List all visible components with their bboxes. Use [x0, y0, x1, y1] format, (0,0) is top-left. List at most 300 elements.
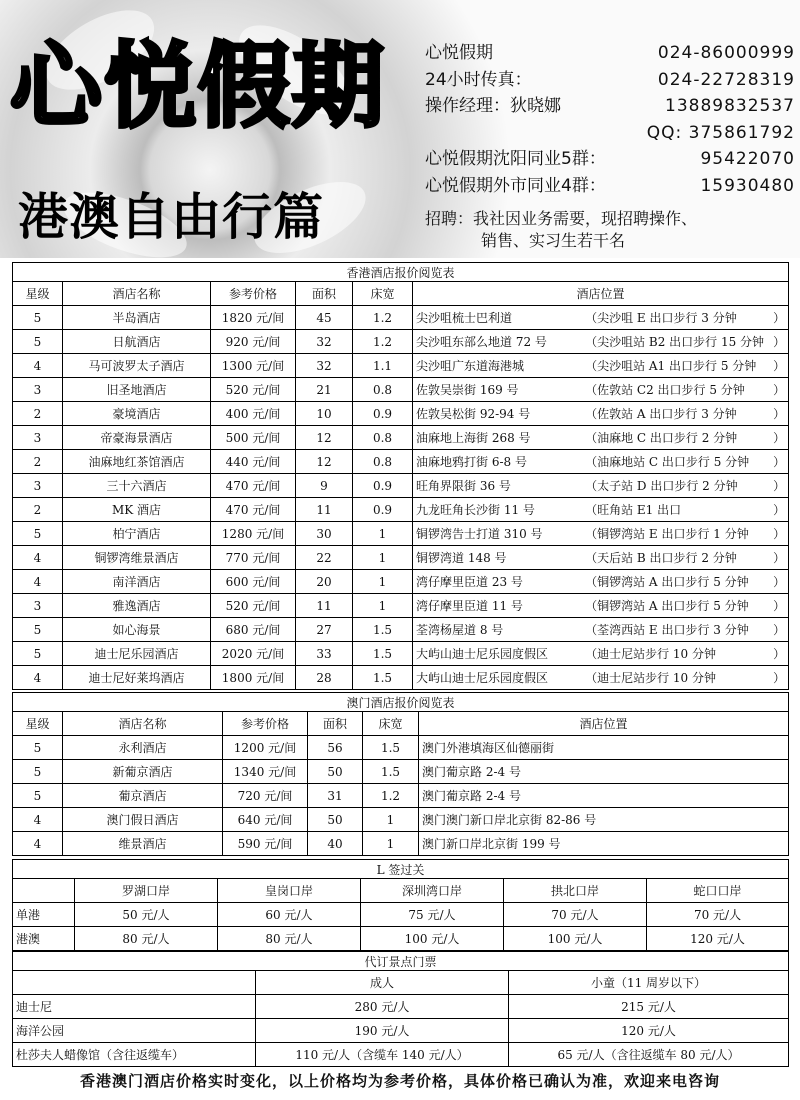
location-cell — [413, 522, 789, 546]
transit-wrap — [585, 549, 785, 566]
contact-row — [425, 120, 795, 147]
column-header: 酒店名称 — [63, 282, 211, 306]
contact-row — [425, 146, 795, 173]
contact-value: 95422070 — [700, 149, 795, 169]
contact-row — [425, 173, 795, 200]
column-header: 深圳湾口岸 — [361, 879, 504, 903]
table-cell: 56 — [308, 736, 363, 760]
table-cell: 0.9 — [353, 402, 413, 426]
table-cell: 20 — [296, 570, 353, 594]
table-row — [13, 784, 789, 808]
table-cell: 9 — [296, 474, 353, 498]
table-cell: 440 元/间 — [211, 450, 296, 474]
transit-wrap — [585, 645, 785, 662]
transit-close: ） — [773, 479, 786, 493]
table-title: 代订景点门票 — [13, 952, 789, 971]
table-row — [13, 736, 789, 760]
table-row — [13, 808, 789, 832]
table-title-row — [13, 952, 789, 971]
transit-close: ） — [773, 383, 786, 397]
table-cell: 11 — [296, 594, 353, 618]
table-header-row — [13, 282, 789, 306]
table-cell: 1.5 — [353, 618, 413, 642]
table-cell: 1 — [363, 832, 419, 856]
address: 湾仔摩里臣道 23 号 — [416, 575, 523, 589]
table-cell: 10 — [296, 402, 353, 426]
transit-wrap — [585, 357, 785, 374]
table-cell: 190 元/人 — [256, 1019, 509, 1043]
table-title-row — [13, 693, 789, 712]
table-cell: 澳门葡京路 2-4 号 — [419, 760, 789, 784]
column-header: 罗湖口岸 — [75, 879, 218, 903]
table-cell: 4 — [13, 808, 63, 832]
table-cell: 杜莎夫人蜡像馆（含往返缆车） — [13, 1043, 256, 1067]
table-cell: 永利酒店 — [63, 736, 223, 760]
transit-wrap — [585, 669, 785, 686]
column-header: 面积 — [308, 712, 363, 736]
table-cell: 280 元/人 — [256, 995, 509, 1019]
column-header: 酒店名称 — [63, 712, 223, 736]
table-cell: 5 — [13, 306, 63, 330]
table-title: L 签过关 — [13, 860, 789, 879]
location-cell — [413, 546, 789, 570]
table-cell: 迪士尼乐园酒店 — [63, 642, 211, 666]
table-cell: 0.9 — [353, 498, 413, 522]
table-cell: 0.8 — [353, 426, 413, 450]
table-cell: 澳门澳门新口岸北京街 82-86 号 — [419, 808, 789, 832]
transit-note: （铜锣湾站 E 出口步行 1 分钟 — [585, 527, 749, 541]
column-header: 星级 — [13, 282, 63, 306]
transit-close: ） — [773, 311, 786, 325]
table-cell: 640 元/间 — [223, 808, 308, 832]
transit-note: （迪士尼站步行 10 分钟 — [585, 647, 716, 661]
table-cell: 720 元/间 — [223, 784, 308, 808]
footer-notice: 香港澳门酒店价格实时变化，以上价格均为参考价格，具体价格已确认为准，欢迎来电咨询 — [79, 1072, 720, 1090]
location-cell — [413, 426, 789, 450]
column-header: 皇岗口岸 — [218, 879, 361, 903]
brand-logo: 心悦假期 — [10, 32, 387, 140]
table-cell: 32 — [296, 354, 353, 378]
transit-close: ） — [773, 551, 786, 565]
table-cell: 单港 — [13, 903, 75, 927]
column-header: 床宽 — [353, 282, 413, 306]
transit-note: （太子站 D 出口步行 2 分钟 — [585, 479, 738, 493]
table-cell: 215 元/人 — [509, 995, 789, 1019]
table-cell: 520 元/间 — [211, 378, 296, 402]
table-cell: 维景酒店 — [63, 832, 223, 856]
table-cell: 南洋酒店 — [63, 570, 211, 594]
table-title: 香港酒店报价阅览表 — [13, 263, 789, 282]
transit-wrap — [585, 501, 785, 518]
table-cell: 3 — [13, 426, 63, 450]
table-cell: 600 元/间 — [211, 570, 296, 594]
table-cell: 520 元/间 — [211, 594, 296, 618]
table-cell: 3 — [13, 378, 63, 402]
location-cell — [413, 306, 789, 330]
table-cell: 马可波罗太子酒店 — [63, 354, 211, 378]
table-cell: 680 元/间 — [211, 618, 296, 642]
table-cell: 2 — [13, 498, 63, 522]
table-cell: 澳门假日酒店 — [63, 808, 223, 832]
table-cell: 1 — [353, 522, 413, 546]
table-cell: 1.5 — [353, 642, 413, 666]
transit-wrap — [585, 573, 785, 590]
location-cell — [413, 402, 789, 426]
visa-table — [12, 859, 789, 951]
transit-note: （铜锣湾站 A 出口步行 5 分钟 — [585, 599, 749, 613]
transit-close: ） — [773, 623, 786, 637]
table-cell: 5 — [13, 784, 63, 808]
location-wrap — [416, 357, 785, 374]
contact-info — [425, 40, 795, 199]
column-header — [13, 971, 256, 995]
table-cell: 1800 元/间 — [211, 666, 296, 690]
transit-note: （旺角站 E1 出口 — [585, 503, 682, 517]
table-cell: 港澳 — [13, 927, 75, 951]
location-wrap — [416, 645, 785, 662]
location-wrap — [416, 549, 785, 566]
recruit-line: 销售、实习生若干名 — [481, 231, 626, 250]
table-cell: 油麻地红茶馆酒店 — [63, 450, 211, 474]
table-cell: 400 元/间 — [211, 402, 296, 426]
table-cell: 澳门葡京路 2-4 号 — [419, 784, 789, 808]
location-cell — [413, 618, 789, 642]
table-row — [13, 450, 789, 474]
column-header: 蛇口口岸 — [647, 879, 789, 903]
address: 旺角界限街 36 号 — [416, 479, 511, 493]
table-cell: 470 元/间 — [211, 474, 296, 498]
transit-close: ） — [773, 671, 786, 685]
contact-row — [425, 67, 795, 94]
table-cell: 65 元/人（含往返缆车 80 元/人） — [509, 1043, 789, 1067]
location-wrap — [416, 597, 785, 614]
location-cell — [413, 378, 789, 402]
table-row — [13, 330, 789, 354]
location-wrap — [416, 333, 785, 350]
table-cell: 海洋公园 — [13, 1019, 256, 1043]
location-wrap — [416, 381, 785, 398]
column-header: 拱北口岸 — [504, 879, 647, 903]
table-cell: 590 元/间 — [223, 832, 308, 856]
table-row — [13, 832, 789, 856]
table-cell: 70 元/人 — [647, 903, 789, 927]
table-cell: 三十六酒店 — [63, 474, 211, 498]
table-cell: 28 — [296, 666, 353, 690]
contact-value: QQ: 375861792 — [646, 122, 795, 143]
table-cell: 920 元/间 — [211, 330, 296, 354]
table-cell: 葡京酒店 — [63, 784, 223, 808]
table-cell: 31 — [308, 784, 363, 808]
table-row — [13, 522, 789, 546]
table-cell: 33 — [296, 642, 353, 666]
table-cell: 柏宁酒店 — [63, 522, 211, 546]
table-cell: 500 元/间 — [211, 426, 296, 450]
table-cell: 5 — [13, 522, 63, 546]
location-cell — [413, 666, 789, 690]
table-row — [13, 995, 789, 1019]
contact-label: 心悦假期外市同业4群： — [425, 175, 606, 196]
table-cell: 60 元/人 — [218, 903, 361, 927]
table-cell: 27 — [296, 618, 353, 642]
table-cell: MK 酒店 — [63, 498, 211, 522]
table-title-row — [13, 860, 789, 879]
location-wrap — [416, 669, 785, 686]
table-cell: 120 元/人 — [647, 927, 789, 951]
table-row — [13, 1043, 789, 1067]
table-cell: 2 — [13, 402, 63, 426]
table-header-row — [13, 971, 789, 995]
column-header — [13, 879, 75, 903]
table-row — [13, 666, 789, 690]
column-header: 星级 — [13, 712, 63, 736]
location-cell — [413, 474, 789, 498]
address: 铜锣湾道 148 号 — [416, 551, 507, 565]
table-header-row — [13, 879, 789, 903]
table-cell: 45 — [296, 306, 353, 330]
table-cell: 1820 元/间 — [211, 306, 296, 330]
table-cell: 22 — [296, 546, 353, 570]
table-row — [13, 570, 789, 594]
header-banner — [0, 0, 800, 258]
table-cell: 旧圣地酒店 — [63, 378, 211, 402]
table-cell: 如心海景 — [63, 618, 211, 642]
table-cell: 1.5 — [363, 760, 419, 784]
transit-note: （佐敦站 C2 出口步行 5 分钟 — [585, 383, 745, 397]
transit-wrap — [585, 453, 785, 470]
table-cell: 1280 元/间 — [211, 522, 296, 546]
transit-close: ） — [773, 431, 786, 445]
table-cell: 21 — [296, 378, 353, 402]
recruit-notice — [425, 208, 795, 252]
table-row — [13, 306, 789, 330]
table-row — [13, 546, 789, 570]
table-cell: 100 元/人 — [361, 927, 504, 951]
table-cell: 日航酒店 — [63, 330, 211, 354]
table-cell: 新葡京酒店 — [63, 760, 223, 784]
table-cell: 470 元/间 — [211, 498, 296, 522]
table-row — [13, 378, 789, 402]
transit-close: ） — [773, 647, 786, 661]
address: 大屿山迪士尼乐园度假区 — [416, 671, 549, 685]
table-cell: 770 元/间 — [211, 546, 296, 570]
transit-close: ） — [773, 503, 786, 517]
table-row — [13, 402, 789, 426]
location-wrap — [416, 621, 785, 638]
location-cell — [413, 330, 789, 354]
transit-wrap — [585, 381, 785, 398]
address: 尖沙咀梳士巴利道 — [416, 311, 513, 325]
table-cell: 5 — [13, 642, 63, 666]
table-cell: 1.5 — [353, 666, 413, 690]
table-cell: 70 元/人 — [504, 903, 647, 927]
table-cell: 5 — [13, 760, 63, 784]
table-cell: 12 — [296, 426, 353, 450]
column-header: 成人 — [256, 971, 509, 995]
table-cell: 1.2 — [363, 784, 419, 808]
location-wrap — [416, 525, 785, 542]
transit-note: （迪士尼站步行 10 分钟 — [585, 671, 716, 685]
transit-close: ） — [773, 359, 786, 373]
table-cell: 雅逸酒店 — [63, 594, 211, 618]
column-header: 面积 — [296, 282, 353, 306]
table-row — [13, 594, 789, 618]
contact-label: 24小时传真： — [425, 69, 532, 90]
address: 油麻地鸦打街 6-8 号 — [416, 455, 527, 469]
table-cell: 40 — [308, 832, 363, 856]
table-cell: 澳门外港填海区仙德丽街 — [419, 736, 789, 760]
table-cell: 4 — [13, 666, 63, 690]
table-header-row — [13, 712, 789, 736]
transit-note: （荃湾西站 E 出口步行 3 分钟 — [585, 623, 749, 637]
transit-wrap — [585, 333, 785, 350]
column-header: 参考价格 — [211, 282, 296, 306]
transit-close: ） — [773, 407, 786, 421]
table-cell: 1300 元/间 — [211, 354, 296, 378]
table-cell: 0.8 — [353, 450, 413, 474]
recruit-line: 招聘：我社因业务需要，现招聘操作、 — [425, 209, 698, 228]
transit-wrap — [585, 477, 785, 494]
location-cell — [413, 354, 789, 378]
transit-note: （尖沙咀 E 出口步行 3 分钟 — [585, 311, 737, 325]
address: 荃湾杨屋道 8 号 — [416, 623, 504, 637]
table-cell: 迪士尼好莱坞酒店 — [63, 666, 211, 690]
table-cell: 1200 元/间 — [223, 736, 308, 760]
table-title-row — [13, 263, 789, 282]
table-cell: 11 — [296, 498, 353, 522]
table-cell: 100 元/人 — [504, 927, 647, 951]
location-cell — [413, 642, 789, 666]
address: 佐敦吴松街 92-94 号 — [416, 407, 531, 421]
contact-label: 心悦假期沈阳同业5群： — [425, 149, 606, 169]
table-cell: 80 元/人 — [218, 927, 361, 951]
table-cell: 50 元/人 — [75, 903, 218, 927]
table-cell: 1 — [353, 570, 413, 594]
location-cell — [413, 498, 789, 522]
location-wrap — [416, 405, 785, 422]
table-cell: 2020 元/间 — [211, 642, 296, 666]
table-row — [13, 927, 789, 951]
table-cell: 豪境酒店 — [63, 402, 211, 426]
transit-note: （天后站 B 出口步行 2 分钟 — [585, 551, 737, 565]
transit-close: ） — [773, 575, 786, 589]
page-subtitle: 港澳自由行篇 — [18, 188, 324, 246]
transit-wrap — [585, 525, 785, 542]
contact-value: 15930480 — [700, 175, 795, 196]
contact-label: 心悦假期 — [425, 43, 493, 63]
table-cell: 120 元/人 — [509, 1019, 789, 1043]
transit-close: ） — [773, 527, 786, 541]
address: 湾仔摩里臣道 11 号 — [416, 599, 523, 613]
table-row — [13, 1019, 789, 1043]
table-cell: 5 — [13, 736, 63, 760]
location-wrap — [416, 453, 785, 470]
table-cell: 3 — [13, 474, 63, 498]
table-title: 澳门酒店报价阅览表 — [13, 693, 789, 712]
table-cell: 2 — [13, 450, 63, 474]
table-cell: 1.2 — [353, 330, 413, 354]
table-cell: 1340 元/间 — [223, 760, 308, 784]
address: 尖沙咀广东道海港城 — [416, 359, 525, 373]
table-cell: 80 元/人 — [75, 927, 218, 951]
column-header: 酒店位置 — [419, 712, 789, 736]
table-cell: 1.5 — [363, 736, 419, 760]
transit-note: （尖沙咀站 B2 出口步行 15 分钟 — [585, 335, 765, 349]
location-wrap — [416, 501, 785, 518]
transit-wrap — [585, 597, 785, 614]
column-header: 参考价格 — [223, 712, 308, 736]
transit-close: ） — [773, 599, 786, 613]
hk-hotel-table — [12, 262, 789, 690]
table-cell: 30 — [296, 522, 353, 546]
column-header: 酒店位置 — [413, 282, 789, 306]
transit-note: （佐敦站 A 出口步行 3 分钟 — [585, 407, 737, 421]
contact-row — [425, 40, 795, 67]
table-cell: 3 — [13, 594, 63, 618]
table-cell: 50 — [308, 808, 363, 832]
table-row — [13, 618, 789, 642]
address: 尖沙咀东部么地道 72 号 — [416, 335, 547, 349]
table-cell: 4 — [13, 832, 63, 856]
table-cell: 75 元/人 — [361, 903, 504, 927]
table-cell: 110 元/人（含缆车 140 元/人） — [256, 1043, 509, 1067]
address: 油麻地上海街 268 号 — [416, 431, 531, 445]
table-cell: 12 — [296, 450, 353, 474]
address: 佐敦吴崇街 169 号 — [416, 383, 519, 397]
table-cell: 0.8 — [353, 378, 413, 402]
column-header: 小童（11 周岁以下） — [509, 971, 789, 995]
table-cell: 4 — [13, 354, 63, 378]
location-wrap — [416, 309, 785, 326]
contact-label: 操作经理：狄晓娜 — [425, 96, 561, 116]
table-cell: 铜锣湾维景酒店 — [63, 546, 211, 570]
table-cell: 迪士尼 — [13, 995, 256, 1019]
table-row — [13, 760, 789, 784]
contact-value: 024-86000999 — [657, 43, 795, 63]
table-cell: 1.1 — [353, 354, 413, 378]
transit-close: ） — [773, 335, 786, 349]
transit-wrap — [585, 309, 785, 326]
transit-note: （尖沙咀站 A1 出口步行 5 分钟 — [585, 359, 757, 373]
location-wrap — [416, 429, 785, 446]
table-row — [13, 498, 789, 522]
table-cell: 50 — [308, 760, 363, 784]
table-row — [13, 474, 789, 498]
table-cell: 1 — [353, 594, 413, 618]
location-cell — [413, 570, 789, 594]
table-row — [13, 354, 789, 378]
table-cell: 5 — [13, 618, 63, 642]
table-cell: 半岛酒店 — [63, 306, 211, 330]
table-cell: 5 — [13, 330, 63, 354]
contact-value: 024-22728319 — [657, 69, 795, 90]
location-wrap — [416, 477, 785, 494]
table-cell: 4 — [13, 570, 63, 594]
transit-note: （油麻地站 C 出口步行 5 分钟 — [585, 455, 750, 469]
table-cell: 1 — [363, 808, 419, 832]
table-cell: 0.9 — [353, 474, 413, 498]
macau-hotel-table — [12, 692, 789, 856]
location-cell — [413, 450, 789, 474]
address: 铜锣湾告士打道 310 号 — [416, 527, 543, 541]
table-row — [13, 903, 789, 927]
table-row — [13, 426, 789, 450]
contact-value: 13889832537 — [665, 96, 795, 116]
ticket-table — [12, 951, 789, 1067]
address: 九龙旺角长沙街 11 号 — [416, 503, 535, 517]
transit-wrap — [585, 429, 785, 446]
transit-wrap — [585, 405, 785, 422]
table-cell: 4 — [13, 546, 63, 570]
